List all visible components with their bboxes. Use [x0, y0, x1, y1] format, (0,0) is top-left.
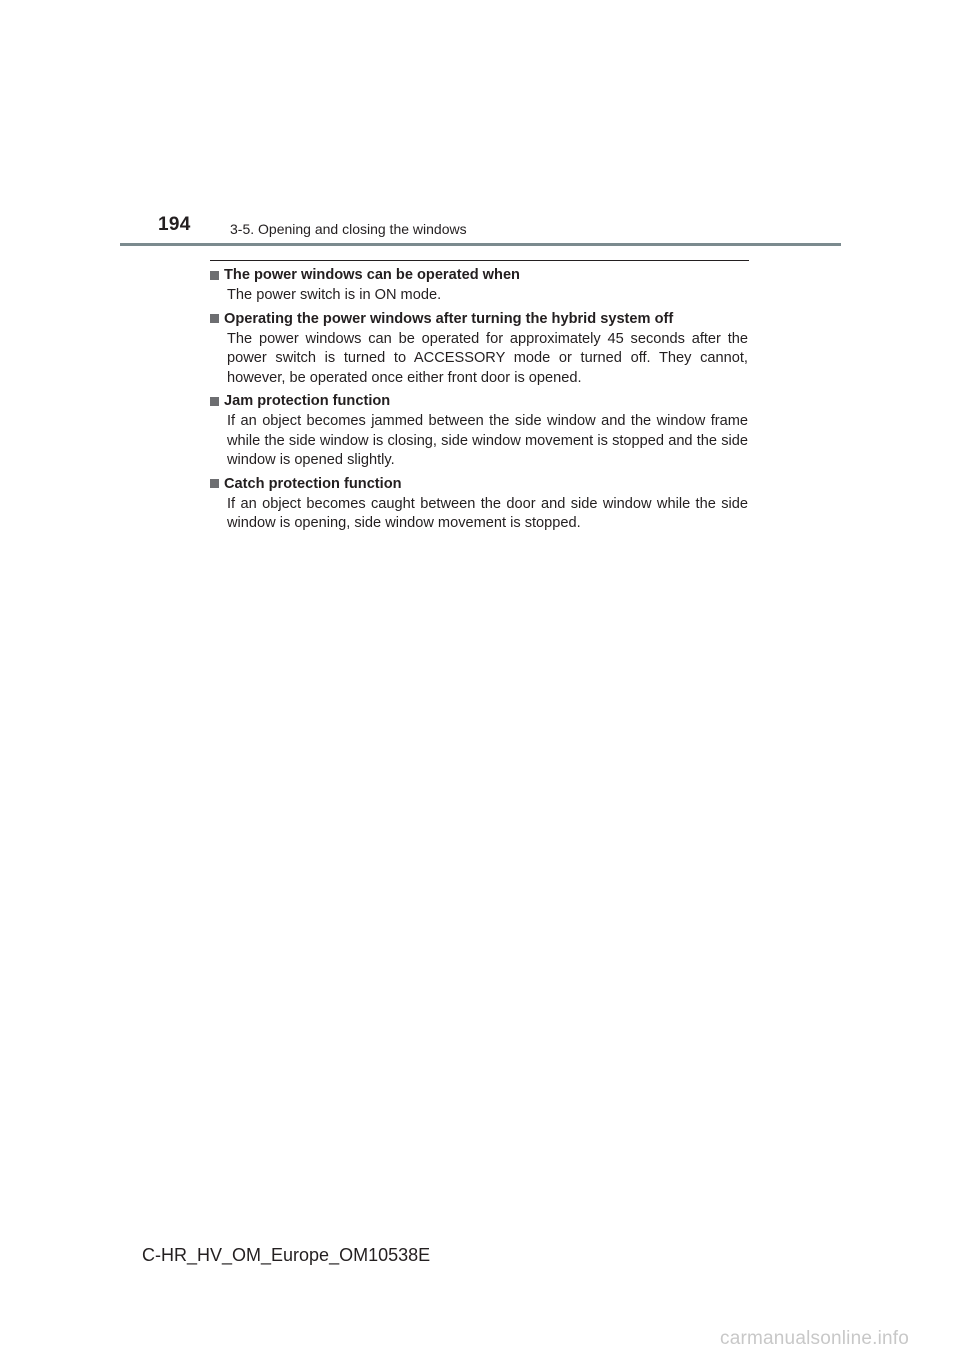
square-bullet-icon [210, 314, 219, 323]
square-bullet-icon [210, 271, 219, 280]
section-body: If an object becomes caught between the door and side window while the side window is opening, side window movement is stopped. [227, 495, 748, 531]
section-body: The power windows can be operated for approximately 45 seconds after the power switch is turned to ACCESSORY mode or turned off. They cannot, however, be operated once either front door is opened. [227, 330, 748, 386]
content-body [210, 265, 748, 537]
section-catch-protection [210, 474, 748, 534]
section-power-windows-operation [210, 265, 748, 306]
watermark: carmanualsonline.info [720, 1328, 910, 1349]
section-heading [210, 474, 748, 494]
section-heading-text: Jam protection function [224, 393, 391, 409]
document-code: C-HR_HV_OM_Europe_OM10538E [142, 1245, 431, 1265]
page-header [0, 0, 960, 250]
section-heading-text: The power windows can be operated when [224, 267, 520, 283]
page-number: 194 [158, 214, 191, 235]
section-title: 3-5. Opening and closing the windows [230, 221, 467, 237]
square-bullet-icon [210, 397, 219, 406]
header-divider [120, 243, 841, 246]
section-body: If an object becomes jammed between the side window and the window frame while the side window is closing, side window movement is stopped and the side window is opened slightly. [227, 413, 748, 468]
content-divider [210, 260, 749, 261]
section-body: The power switch is in ON mode. [227, 287, 442, 303]
section-after-hybrid-off [210, 309, 748, 389]
square-bullet-icon [210, 479, 219, 488]
section-heading-text: Catch protection function [224, 475, 402, 492]
section-heading [210, 309, 748, 329]
section-heading-text: Operating the power windows after turning the hybrid system off [224, 310, 674, 327]
section-jam-protection [210, 391, 748, 471]
section-heading [210, 265, 748, 285]
section-heading [210, 391, 748, 411]
